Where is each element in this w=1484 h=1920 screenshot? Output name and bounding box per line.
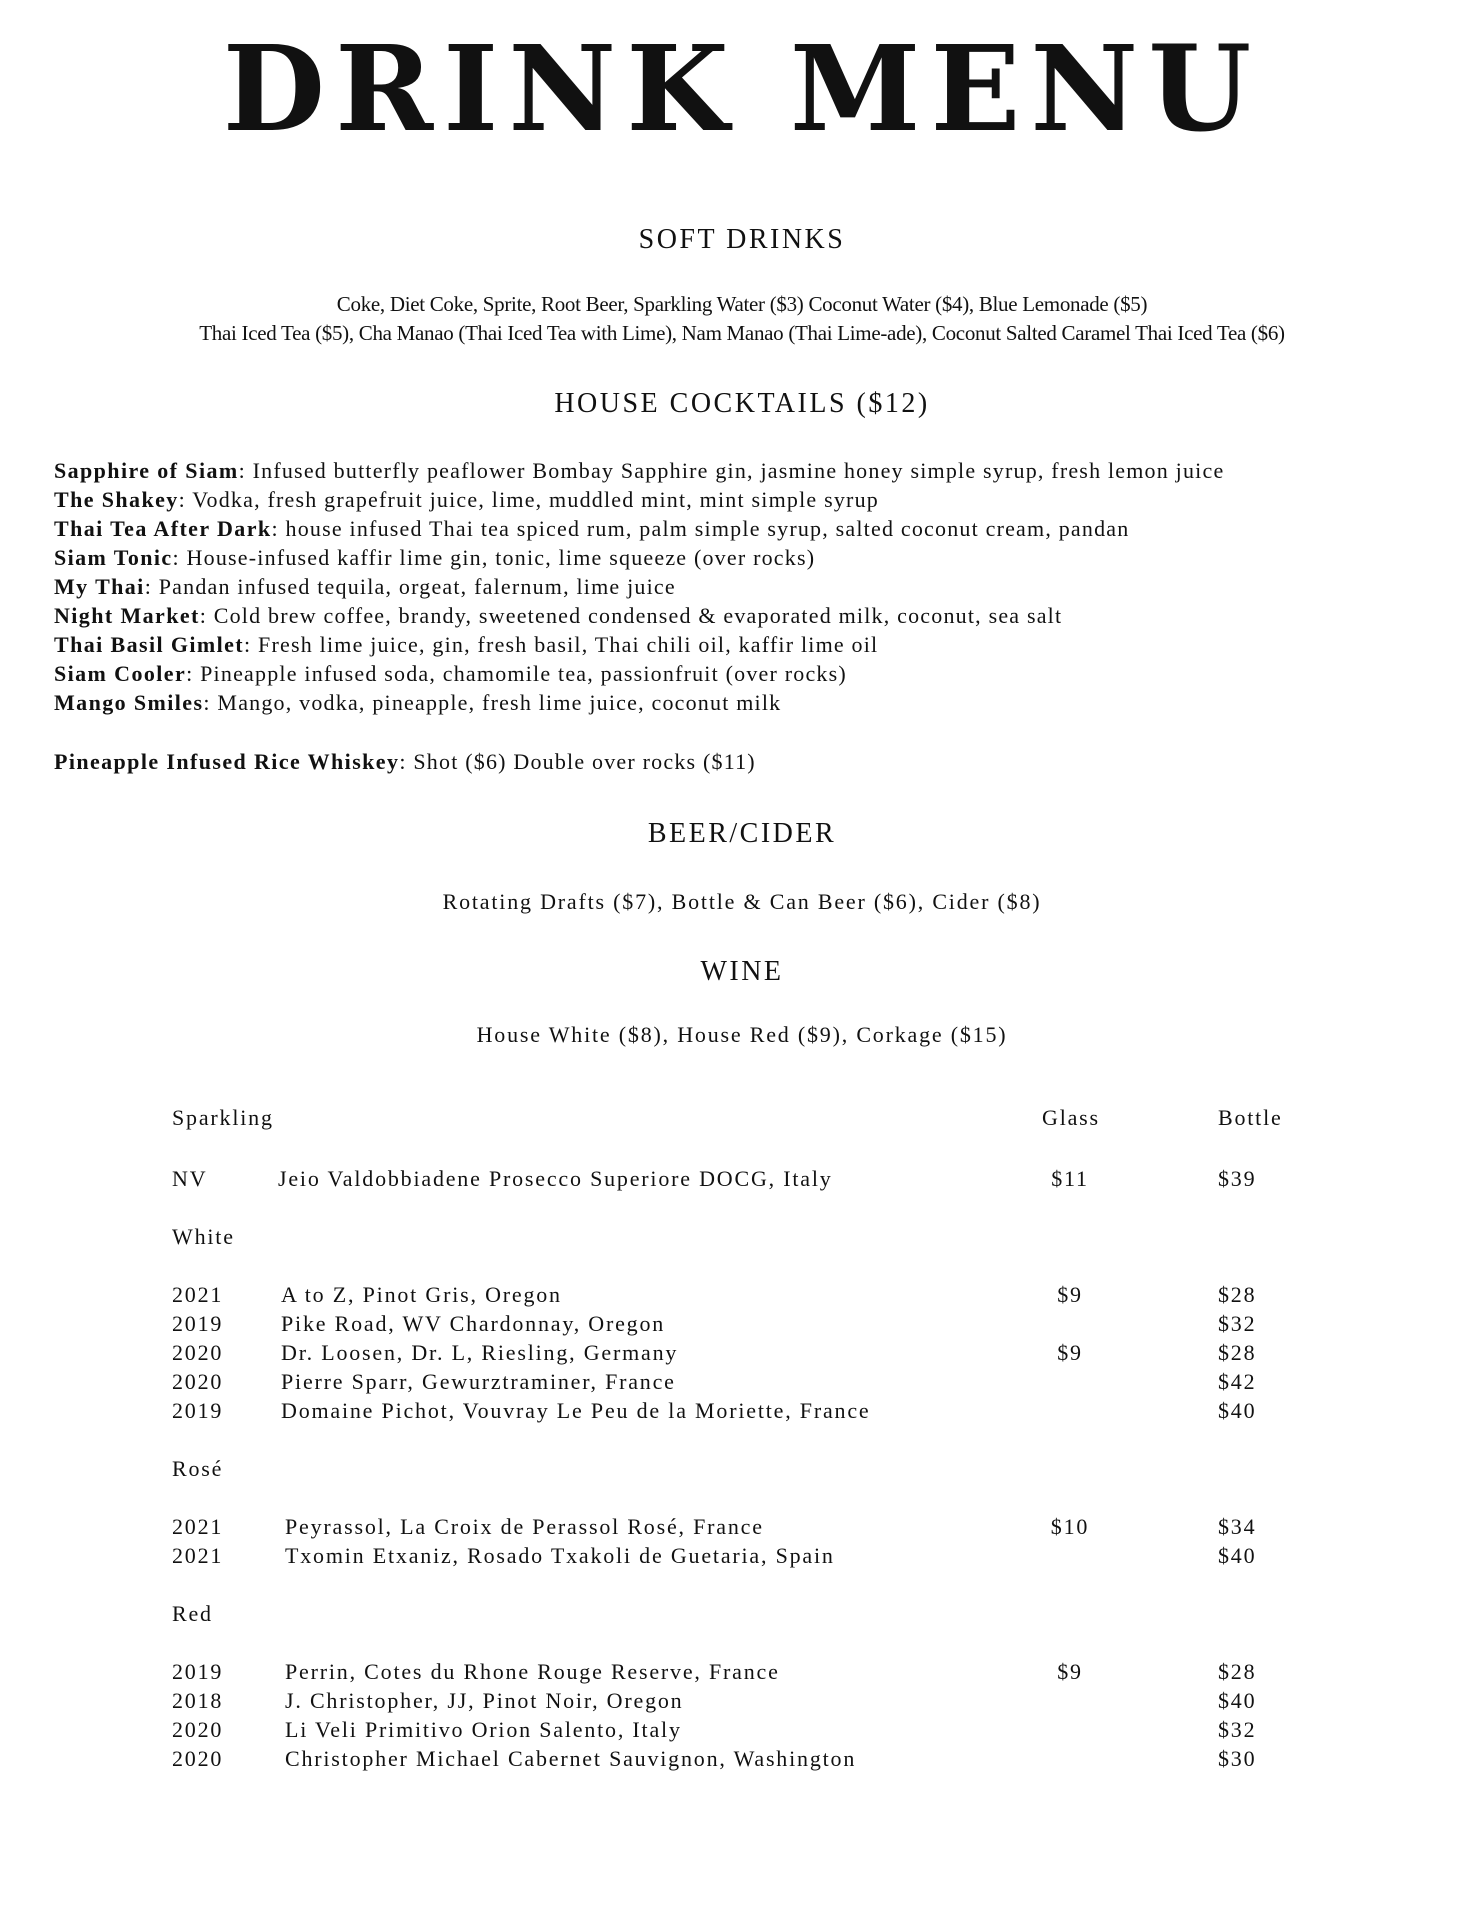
wine-year: 2021	[172, 1514, 224, 1539]
wine-name: Peyrassol, La Croix de Perassol Rosé, France	[285, 1514, 764, 1539]
wine-year: 2020	[172, 1717, 224, 1742]
wine-heading: WINE	[700, 956, 784, 987]
wine-category-red: Red	[172, 1601, 213, 1626]
wine-category-rose: Rosé	[172, 1456, 224, 1481]
wine-year: 2018	[172, 1688, 224, 1713]
wine-name: Christopher Michael Cabernet Sauvignon, Washington	[285, 1746, 857, 1771]
cocktail-name: Mango Smiles	[54, 690, 204, 715]
wine-bottle-price: $30	[1218, 1746, 1257, 1771]
wine-name: Dr. Loosen, Dr. L, Riesling, Germany	[281, 1340, 679, 1365]
glass-column-header: Glass	[1042, 1105, 1100, 1130]
wine-bottle-price: $32	[1218, 1717, 1257, 1742]
wine-glass-price: $11	[1051, 1166, 1089, 1191]
cocktail-name: Siam Cooler	[54, 661, 187, 686]
cocktail-item	[54, 572, 1224, 601]
cocktail-name: The Shakey	[54, 487, 179, 512]
cocktail-item	[54, 659, 1224, 688]
wine-bottle-price: $40	[1218, 1543, 1257, 1568]
soft-drinks-heading: SOFT DRINKS	[638, 224, 846, 255]
wine-year: 2019	[172, 1311, 224, 1336]
wine-year: 2020	[172, 1369, 224, 1394]
whiskey-name: Pineapple Infused Rice Whiskey	[54, 749, 400, 774]
wine-year: 2020	[172, 1340, 224, 1365]
cocktail-item	[54, 688, 1224, 717]
wine-name: Txomin Etxaniz, Rosado Txakoli de Guetaria, Spain	[285, 1543, 835, 1568]
wine-year: 2019	[172, 1659, 224, 1684]
cocktail-description: : Pandan infused tequila, orgeat, falernum, lime juice	[144, 574, 676, 599]
wine-year: 2021	[172, 1282, 224, 1307]
page-title: DRINK MENU	[222, 19, 1262, 158]
wine-bottle-price: $40	[1218, 1688, 1257, 1713]
cocktail-description: : Mango, vodka, pineapple, fresh lime juice, coconut milk	[203, 690, 782, 715]
beer-cider-line: Rotating Drafts ($7), Bottle & Can Beer ($6), Cider ($8)	[442, 889, 1042, 914]
cocktail-name: Thai Tea After Dark	[54, 516, 272, 541]
whiskey-item	[54, 751, 756, 773]
cocktail-name: Siam Tonic	[54, 545, 173, 570]
house-cocktails-heading: HOUSE COCKTAILS ($12)	[554, 388, 930, 419]
cocktail-description: : Cold brew coffee, brandy, sweetened condensed & evaporated milk, coconut, sea salt	[199, 603, 1063, 628]
wine-year: 2020	[172, 1746, 224, 1771]
cocktail-item	[54, 601, 1224, 630]
wine-glass-price: $9	[1057, 1659, 1083, 1684]
cocktail-name: Sapphire of Siam	[54, 458, 239, 483]
cocktail-name: Thai Basil Gimlet	[54, 632, 245, 657]
cocktail-description: : Vodka, fresh grapefruit juice, lime, muddled mint, mint simple syrup	[178, 487, 879, 512]
wine-name: Pike Road, WV Chardonnay, Oregon	[281, 1311, 666, 1336]
wine-category-white: White	[172, 1224, 235, 1249]
wine-bottle-price: $34	[1218, 1514, 1257, 1539]
wine-house-line: House White ($8), House Red ($9), Corkage ($15)	[476, 1022, 1008, 1047]
wine-name: J. Christopher, JJ, Pinot Noir, Oregon	[285, 1688, 684, 1713]
wine-year: NV	[172, 1166, 208, 1191]
cocktail-description: : Infused butterfly peaflower Bombay Sapphire gin, jasmine honey simple syrup, fresh lemon juice	[238, 458, 1225, 483]
wine-category-sparkling: Sparkling	[172, 1105, 274, 1130]
whiskey-description: : Shot ($6) Double over rocks ($11)	[399, 749, 756, 774]
wine-bottle-price: $40	[1218, 1398, 1257, 1423]
cocktail-item	[54, 514, 1224, 543]
wine-glass-price: $9	[1057, 1282, 1083, 1307]
cocktail-description: : Fresh lime juice, gin, fresh basil, Thai chili oil, kaffir lime oil	[244, 632, 879, 657]
soft-drinks-line-1: Coke, Diet Coke, Sprite, Root Beer, Sparkling Water ($3) Coconut Water ($4), Blue Lemonade ($5)	[336, 292, 1148, 316]
wine-name: Perrin, Cotes du Rhone Rouge Reserve, France	[285, 1659, 780, 1684]
wine-bottle-price: $28	[1218, 1659, 1257, 1684]
wine-name: A to Z, Pinot Gris, Oregon	[281, 1282, 562, 1307]
cocktail-description: : House-infused kaffir lime gin, tonic, lime squeeze (over rocks)	[172, 545, 816, 570]
wine-name: Domaine Pichot, Vouvray Le Peu de la Moriette, France	[281, 1398, 871, 1423]
cocktail-description: : house infused Thai tea spiced rum, palm simple syrup, salted coconut cream, pandan	[271, 516, 1130, 541]
cocktail-item	[54, 630, 1224, 659]
bottle-column-header: Bottle	[1218, 1105, 1283, 1130]
cocktail-item	[54, 456, 1224, 485]
wine-glass-price: $9	[1057, 1340, 1083, 1365]
wine-bottle-price: $39	[1218, 1166, 1257, 1191]
wine-glass-price: $10	[1050, 1514, 1090, 1539]
cocktail-list	[54, 456, 1224, 717]
wine-year: 2019	[172, 1398, 224, 1423]
wine-year: 2021	[172, 1543, 224, 1568]
cocktail-item	[54, 485, 1224, 514]
wine-name: Pierre Sparr, Gewurztraminer, France	[281, 1369, 676, 1394]
wine-bottle-price: $28	[1218, 1340, 1257, 1365]
cocktail-name: My Thai	[54, 574, 145, 599]
wine-name: Jeio Valdobbiadene Prosecco Superiore DOCG, Italy	[278, 1166, 833, 1191]
wine-bottle-price: $42	[1218, 1369, 1257, 1394]
wine-bottle-price: $32	[1218, 1311, 1257, 1336]
cocktail-item	[54, 543, 1224, 572]
wine-bottle-price: $28	[1218, 1282, 1257, 1307]
wine-name: Li Veli Primitivo Orion Salento, Italy	[285, 1717, 682, 1742]
cocktail-description: : Pineapple infused soda, chamomile tea, passionfruit (over rocks)	[186, 661, 847, 686]
soft-drinks-line-2: Thai Iced Tea ($5), Cha Manao (Thai Iced Tea with Lime), Nam Manao (Thai Lime-ade), Coconut Salted Caramel Thai Iced Tea ($6)	[199, 321, 1285, 345]
cocktail-name: Night Market	[54, 603, 200, 628]
beer-cider-heading: BEER/CIDER	[647, 818, 837, 849]
